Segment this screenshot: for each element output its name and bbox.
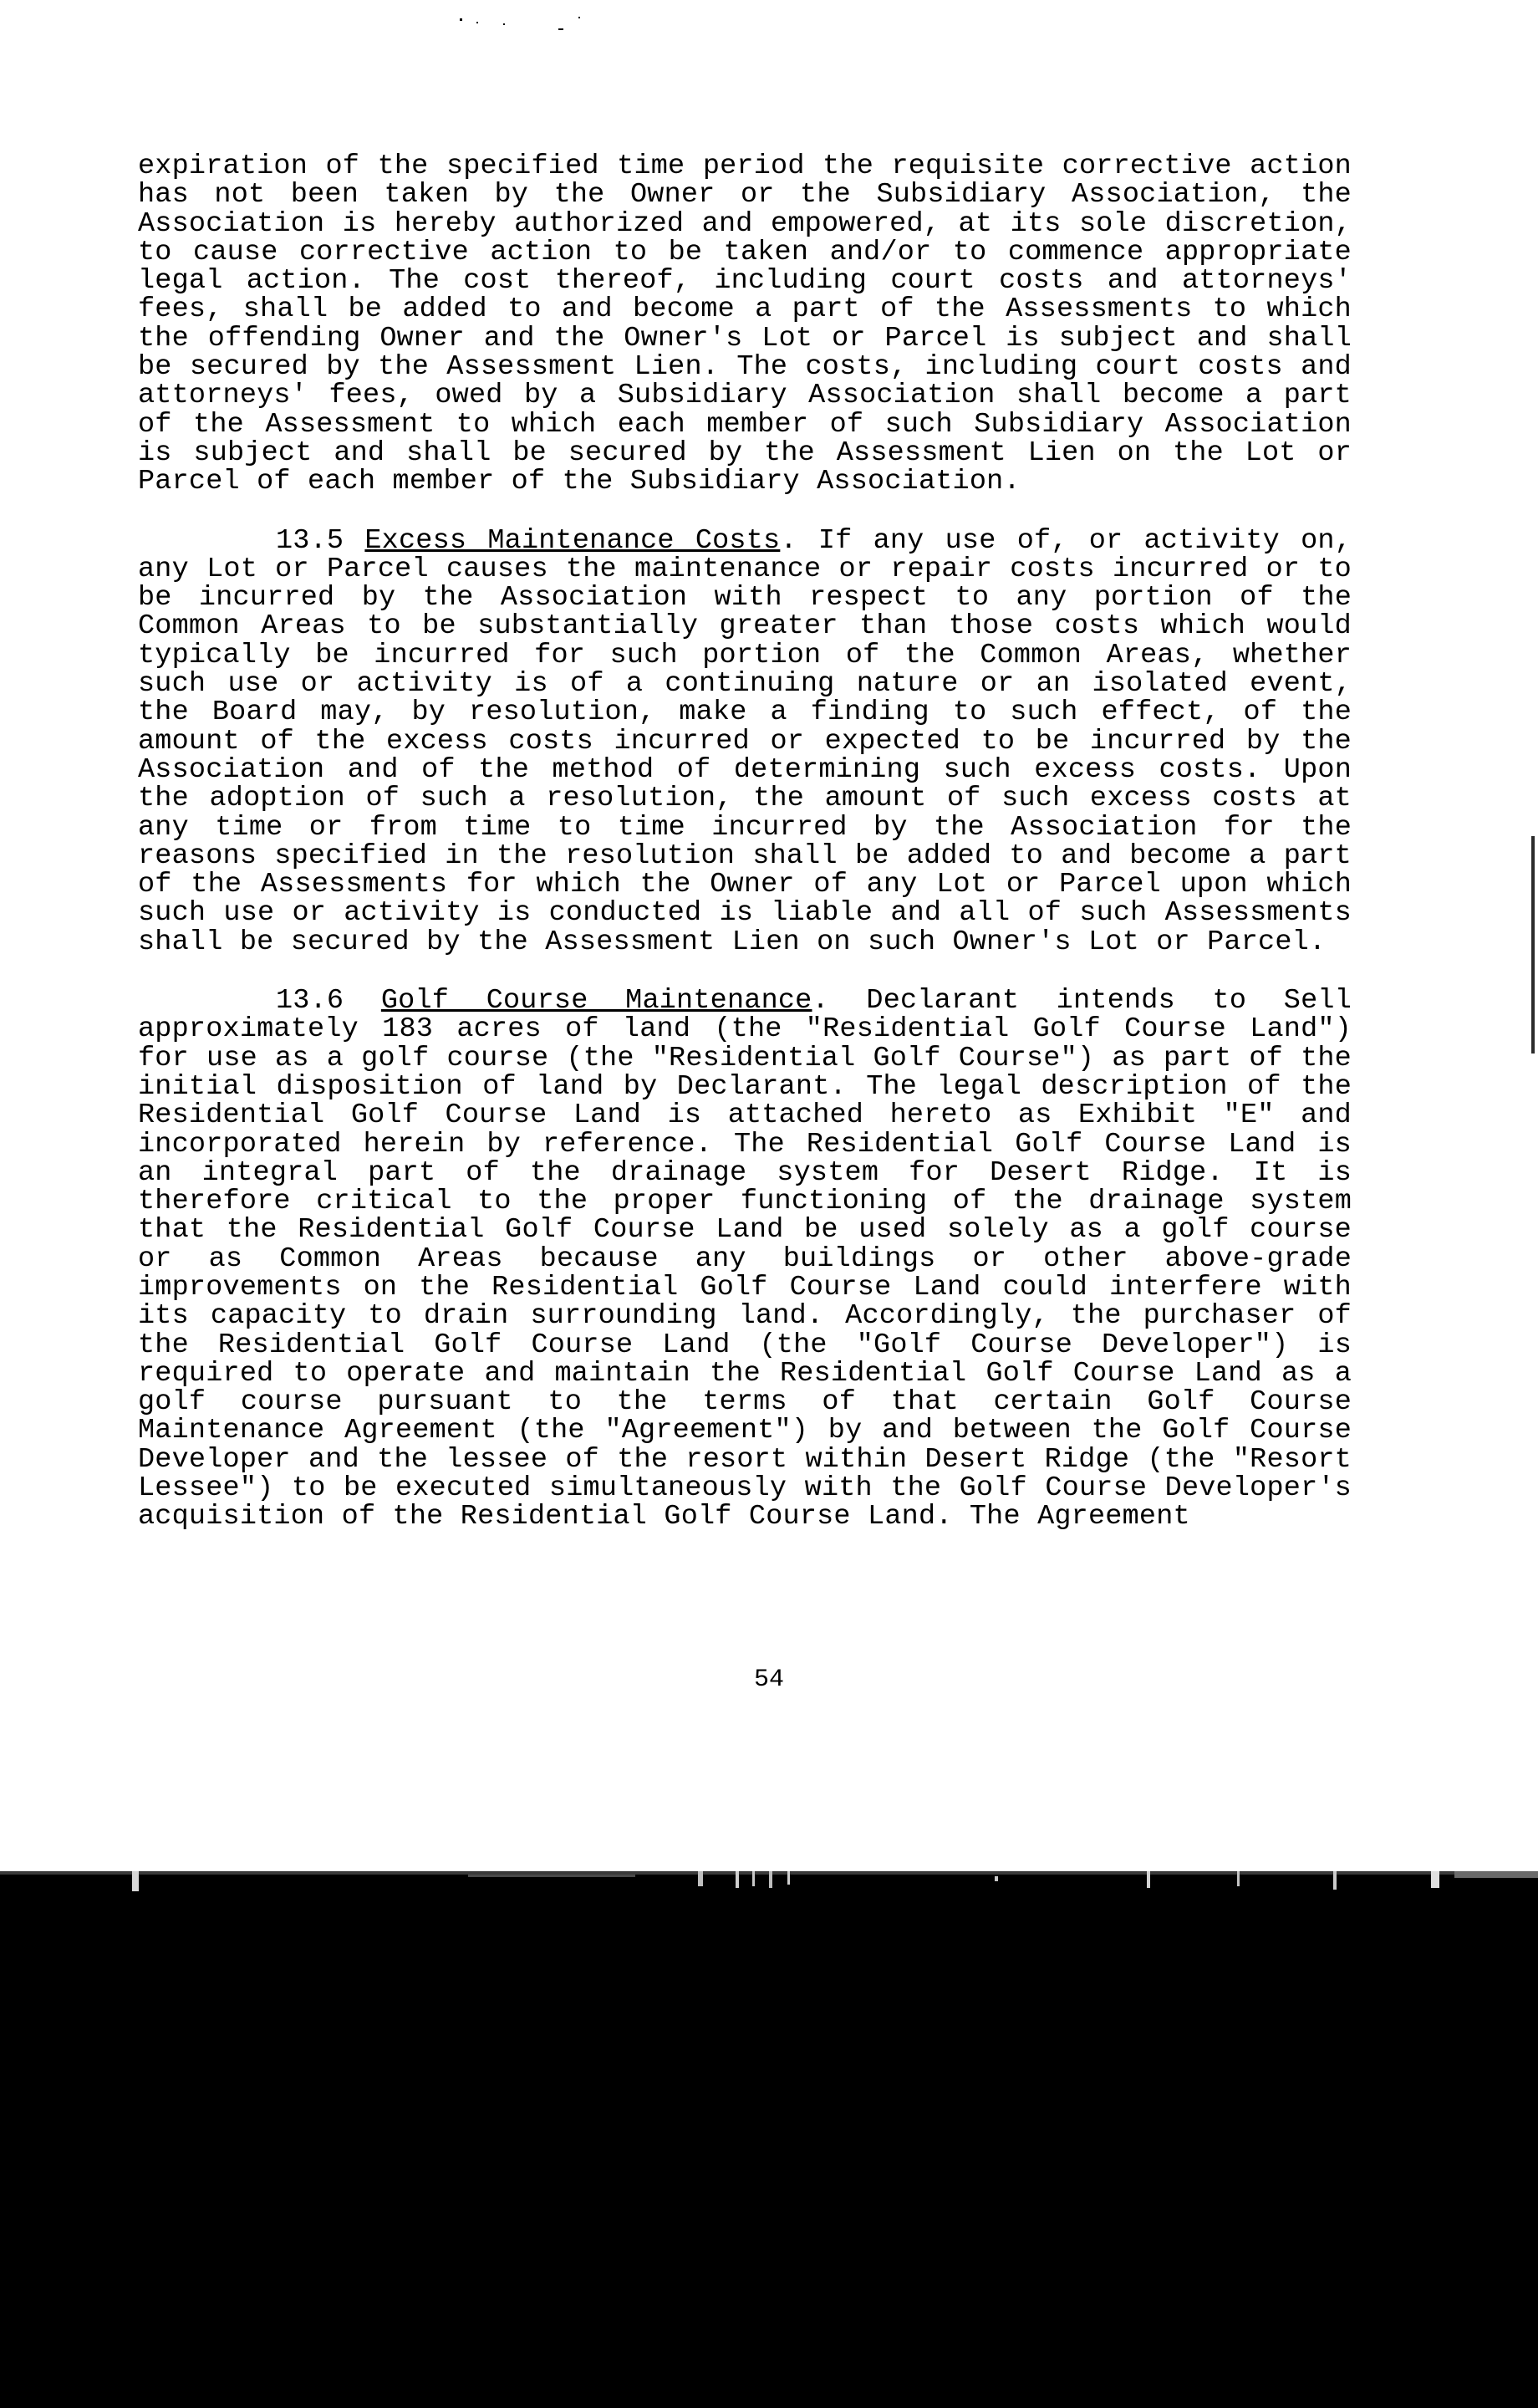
paragraph-text: expiration of the specified time period the requisite corrective action has not been taken by the Owner or the Subsidiary Association, the Association is hereby authorized and empowered, at its sole discretion, to cause corrective action to be taken and/or to commence appropriate legal action. The cost thereof, including court costs and attorneys' fees, shall be added to and become a part of the Assessments to which the offending Owner and the Owner's Lot or Parcel is subject and shall be secured by the Assessment Lien. The costs, including court costs and attorneys' fees, owed by a Subsidiary Association shall become a part of the Assessment to which each member of such Subsidiary Association is subject and shall be secured by the Assessment Lien on the Lot or Parcel of each member of the Subsidiary Association. (138, 150, 1352, 498)
section-13-5-paragraph (138, 524, 1352, 958)
scan-specks (451, 12, 602, 37)
section-number: 13.5 (276, 524, 344, 557)
section-13-6-paragraph (138, 987, 1352, 1532)
section-text: . Declarant intends to Sell approximately 183 acres of land (the "Residential Golf Course Land") for use as a golf course (the "Residential Golf Course") as part of the initial disposition of land by Declarant. The legal description of the Residential Golf Course Land is attached hereto as Exhibit "E" and incorporated herein by reference. The Residential Golf Course Land is an integral part of the drainage system for Desert Ridge. It is therefore critical to the proper functioning of the drainage system that the Residential Golf Course Land be used solely as a golf course or as Common Areas because any buildings or other above-grade improvements on the Residential Golf Course Land could interfere with its capacity to drain surrounding land. Accordingly, the purchaser of the Residential Golf Course Land (the "Golf Course Developer") is required to operate and maintain the Residential Golf Course Land as a golf course pursuant to the terms of that certain Golf Course Maintenance Agreement (the "Agreement") by and between the Golf Course Developer and the lessee of the resort within Desert Ridge (the "Resort Lessee") to be executed simultaneously with the Golf Course Developer's acquisition of the Residential Golf Course Land. The Agreement (138, 985, 1352, 1533)
document-body (138, 152, 1352, 1532)
section-number: 13.6 (276, 985, 344, 1018)
page-number: 54 (753, 1666, 784, 1694)
scan-band-artifacts (0, 1871, 1538, 1891)
section-heading: Excess Maintenance Costs (364, 524, 781, 557)
paragraph-continuation (138, 152, 1352, 497)
scan-black-band (0, 1871, 1538, 2408)
section-heading: Golf Course Maintenance (380, 985, 812, 1018)
scan-edge-mark (1531, 836, 1535, 1054)
section-text: . If any use of, or activity on, any Lot or Parcel causes the maintenance or repair costs incurred or to be incurred by the Association with respect to any portion of the Common Areas to be substantially greater than those costs which would typically be incurred for such portion of the Common Areas, whether such use or activity is of a continuing nature or an isolated event, the Board may, by resolution, make a finding to such effect, of the amount of the excess costs incurred or expected to be incurred by the Association and of the method of determining such excess costs. Upon the adoption of such a resolution, the amount of such excess costs at any time or from time to time incurred by the Association for the reasons specified in the resolution shall be added to and become a part of the Assessments for which the Owner of any Lot or Parcel upon which such use or activity is conducted is liable and all of such Assessments shall be secured by the Assessment Lien on such Owner's Lot or Parcel. (138, 524, 1352, 958)
